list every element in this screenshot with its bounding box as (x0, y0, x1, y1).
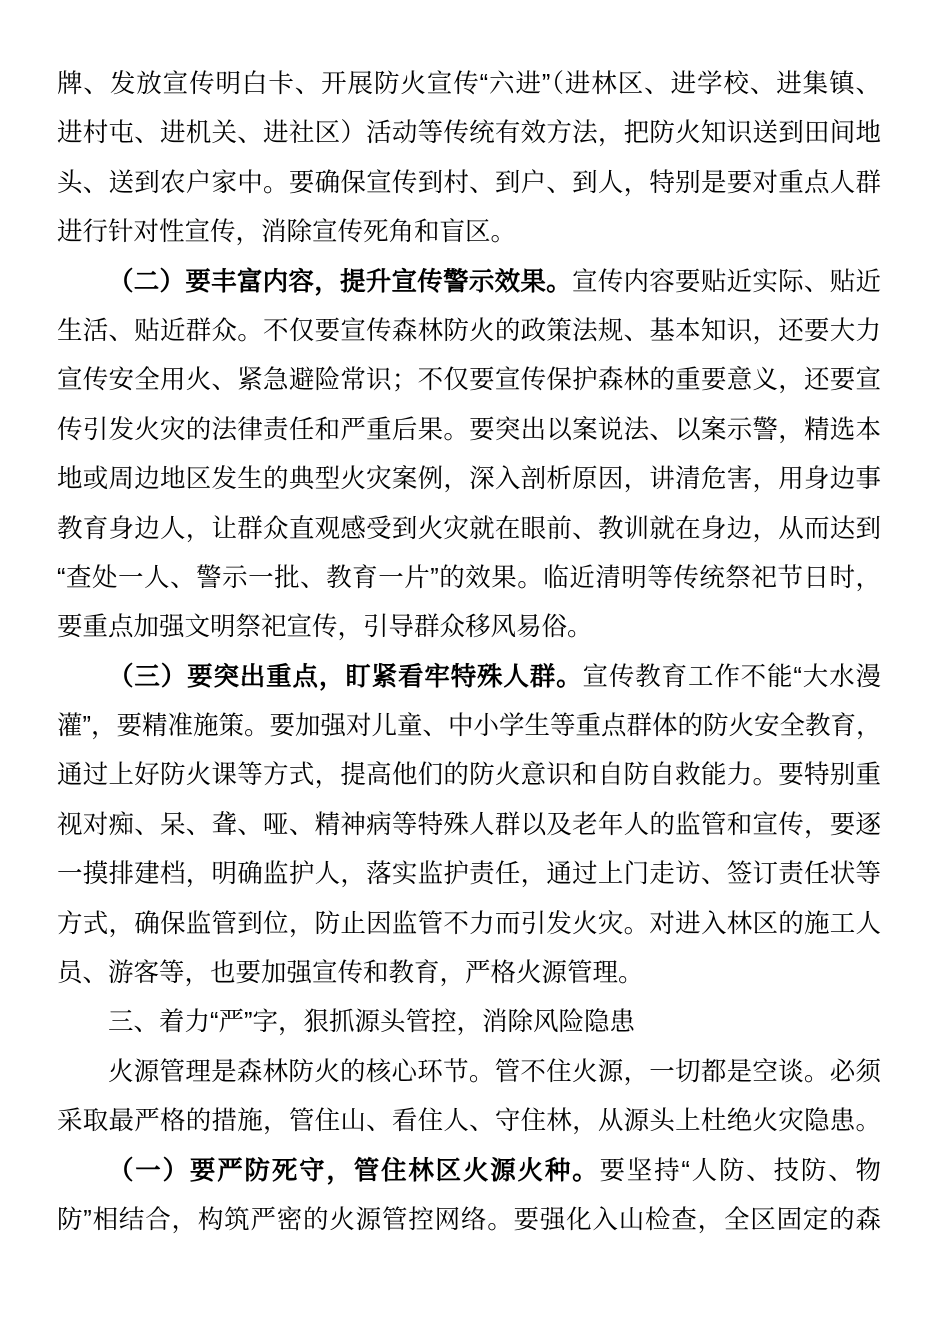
text-run: 宣传内容要贴近实际、贴近 (571, 267, 881, 296)
text-run: 三、着力“严”字，狠抓源头管控，消除风险隐患 (108, 1008, 635, 1037)
text-line (57, 258, 881, 307)
text-line (57, 109, 881, 158)
text-line (57, 1196, 881, 1245)
text-run: 地或周边地区发生的典型火灾案例，深入剖析原因，讲清危害，用身边事 (57, 465, 881, 494)
text-run: 传引发火灾的法律责任和严重后果。要突出以案说法、以案示警，精选本 (57, 415, 881, 444)
text-line (57, 949, 881, 998)
text-run: 员、游客等，也要加强宣传和教育，严格火源管理。 (57, 959, 644, 988)
paragraph-section-one (57, 1147, 881, 1246)
text-line (57, 505, 881, 554)
text-line (57, 554, 881, 603)
text-run: 生活、贴近群众。不仅要宣传森林防火的政策法规、基本知识，还要大力 (57, 316, 881, 345)
text-block (57, 60, 881, 1245)
paragraph-section-three (57, 653, 881, 999)
paragraph-continuation (57, 60, 881, 258)
text-line (57, 406, 881, 455)
text-run: 采取最严格的措施，管住山、看住人、守住林，从源头上杜绝火灾隐患。 (57, 1107, 881, 1136)
text-line (57, 60, 881, 109)
text-line (57, 1097, 881, 1146)
text-run: 宣传教育工作不能“大水漫 (582, 662, 881, 691)
text-run: 头、送到农户家中。要确保宣传到村、到户、到人，特别是要对重点人群 (57, 168, 881, 197)
text-line (57, 1147, 881, 1196)
section-heading-three (57, 998, 881, 1047)
paragraph-fire-source-intro (57, 1048, 881, 1147)
text-run: 方式，确保监管到位，防止因监管不力而引发火灾。对进入林区的施工人 (57, 909, 881, 938)
text-line (57, 702, 881, 751)
text-run: 火源管理是森林防火的核心环节。管不住火源，一切都是空谈。必须 (108, 1057, 881, 1086)
text-run: 视对痴、呆、聋、哑、精神病等特殊人群以及老年人的监管和宣传，要逐 (57, 810, 881, 839)
text-run: 一摸排建档，明确监护人，落实监护责任，通过上门走访、签订责任状等 (57, 860, 881, 889)
bold-lead-run: （二）要丰富内容，提升宣传警示效果。 (108, 267, 572, 296)
text-run: 要坚持“人防、技防、物 (599, 1156, 881, 1185)
text-run: 教育身边人，让群众直观感受到火灾就在眼前、教训就在身边，从而达到 (57, 514, 881, 543)
text-run: 宣传安全用火、紧急避险常识；不仅要宣传保护森林的重要意义，还要宣 (57, 366, 881, 395)
text-run: 防”相结合，构筑严密的火源管控网络。要强化入山检查，全区固定的森 (57, 1205, 881, 1234)
text-run: 灌”，要精准施策。要加强对儿童、中小学生等重点群体的防火安全教育， (57, 712, 881, 741)
text-line (57, 998, 881, 1047)
paragraph-section-two (57, 258, 881, 653)
text-run: 牌、发放宣传明白卡、开展防火宣传“六进”（进林区、进学校、进集镇、 (57, 70, 881, 98)
bold-lead-run: （三）要突出重点，盯紧看牢特殊人群。 (108, 662, 583, 691)
text-run: “查处一人、警示一批、教育一片”的效果。临近清明等传统祭祀节日时， (57, 563, 881, 592)
text-line (57, 850, 881, 899)
text-line (57, 307, 881, 356)
text-line (57, 455, 881, 504)
text-line (57, 1048, 881, 1097)
text-line (57, 900, 881, 949)
text-line (57, 653, 881, 702)
text-line (57, 801, 881, 850)
text-line (57, 159, 881, 208)
text-line (57, 356, 881, 405)
bold-lead-run: （一）要严防死守，管住林区火源火种。 (108, 1156, 600, 1185)
text-line (57, 208, 881, 257)
text-run: 进村屯、进机关、进社区）活动等传统有效方法，把防火知识送到田间地 (57, 119, 881, 148)
text-run: 要重点加强文明祭祀宣传，引导群众移风易俗。 (57, 613, 593, 642)
text-run: 进行针对性宣传，消除宣传死角和盲区。 (57, 218, 517, 247)
text-line (57, 751, 881, 800)
text-line (57, 603, 881, 652)
text-run: 通过上好防火课等方式，提高他们的防火意识和自防自救能力。要特别重 (57, 761, 881, 790)
